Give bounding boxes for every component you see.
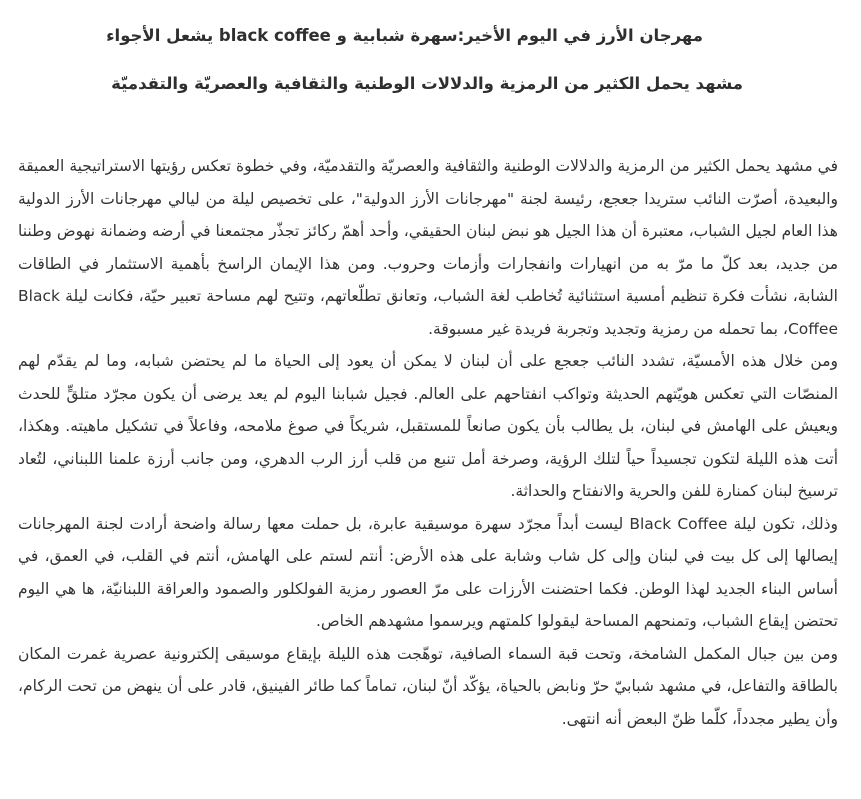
article-paragraph: ومن بين جبال المكمل الشامخة، وتحت قبة السماء الصافية، توهّجت هذه الليلة بإيقاع موسيقى إلكترونية عصرية غمرت المكان بالطاقة والتفاعل، في مشهد شبابيّ حرّ ونابض بالحياة، يؤكّد أنّ لبنان، تماماً كما طائر الفينيق، قادر على أن ينهض من تحت الركام، وأن يطير مجدداً، كلّما ظنّ البعض أنه انتهى.	[18, 644, 838, 728]
article-subheadline: مشهد يحمل الكثير من الرمزية والدلالات الوطنية والثقافية والعصريّة والتقدميّة	[111, 74, 743, 93]
article-headline: مهرجان الأرز في اليوم الأخير:سهرة شبابية و black coffee يشعل الأجواء	[106, 26, 703, 45]
article-paragraph: في مشهد يحمل الكثير من الرمزية والدلالات الوطنية والثقافية والعصريّة والتقدميّة، وفي خطوة تعكس رؤيتها الاستراتيجية العميقة والبعيدة، أصرّت النائب ستريدا جعجع، رئيسة لجنة "مهرجانات الأرز الدولية"، على تخصيص ليلة من ليالي مهرجانات الأرز الدولية هذا العام لجيل الشباب، معتبرة أن هذا الجيل هو نبض لبنان الحقيقي، وأحد أهمّ ركائز تجذّر مجتمعنا في أرضه وضمانة نهوض وطننا من جديد، بعد كلّ ما مرّ به من انهيارات وانفجارات وأزمات وحروب. ومن هذا الإيمان الراسخ بأهمية الاستثمار في الطاقات الشابة، نشأت فكرة تنظيم أمسية استثنائية تُخاطب لغة الشباب، وتعانق تطلّعاتهم، وتتيح لهم مساحة تعبير حيّة، فكانت ليلة Black Coffee، بما تحمله من رمزية وتجديد وتجربة فريدة غير مسبوقة.	[18, 157, 838, 338]
article-body	[18, 150, 838, 735]
article-paragraph: وذلك، تكون ليلة Black Coffee ليست أبداً مجرّد سهرة موسيقية عابرة، بل حملت معها رسالة واضحة أرادت لجنة المهرجانات إيصالها إلى كل بيت في لبنان وإلى كل شاب وشابة على هذه الأرض: أنتم لستم على الهامش، أنتم في القلب، في العمق، في أساس البناء الجديد لهذا الوطن. فكما احتضنت الأرزات على مرّ العصور رمزية الفولكلور والصمود والعراقة اللبنانيّة، ها هي اليوم تحتضن إيقاع الشباب، وتمنحهم المساحة ليقولوا كلمتهم ويرسموا مشهدهم الخاص.	[18, 514, 839, 630]
article-paragraph: ومن خلال هذه الأمسيّة، تشدد النائب جعجع على أن لبنان لا يمكن أن يعود إلى الحياة ما لم يحتضن شبابه، وما لم يقدّم لهم المنصّات التي تعكس هويّتهم الحديثة وتواكب انفتاحهم على العالم. فجيل شبابنا اليوم لم يعد يرضى أن يكون مجرّد متلقٍّ للحدث ويعيش على الهامش في لبنان، بل يطالب بأن يكون صانعاً للمستقبل، شريكاً في صوغ ملامحه، وفاعلاً في تشكيل ماهيته. وهكذا، أتت هذه الليلة لتكون تجسيداً حياً لتلك الرؤية، وصرخة أمل تنبع من قلب أرز الرب الدهري، ومن جانب أرزة علمنا اللبناني، لتُعاد ترسيخ لبنان كمنارة للفن والحرية والانفتاح والحداثة.	[18, 352, 838, 500]
